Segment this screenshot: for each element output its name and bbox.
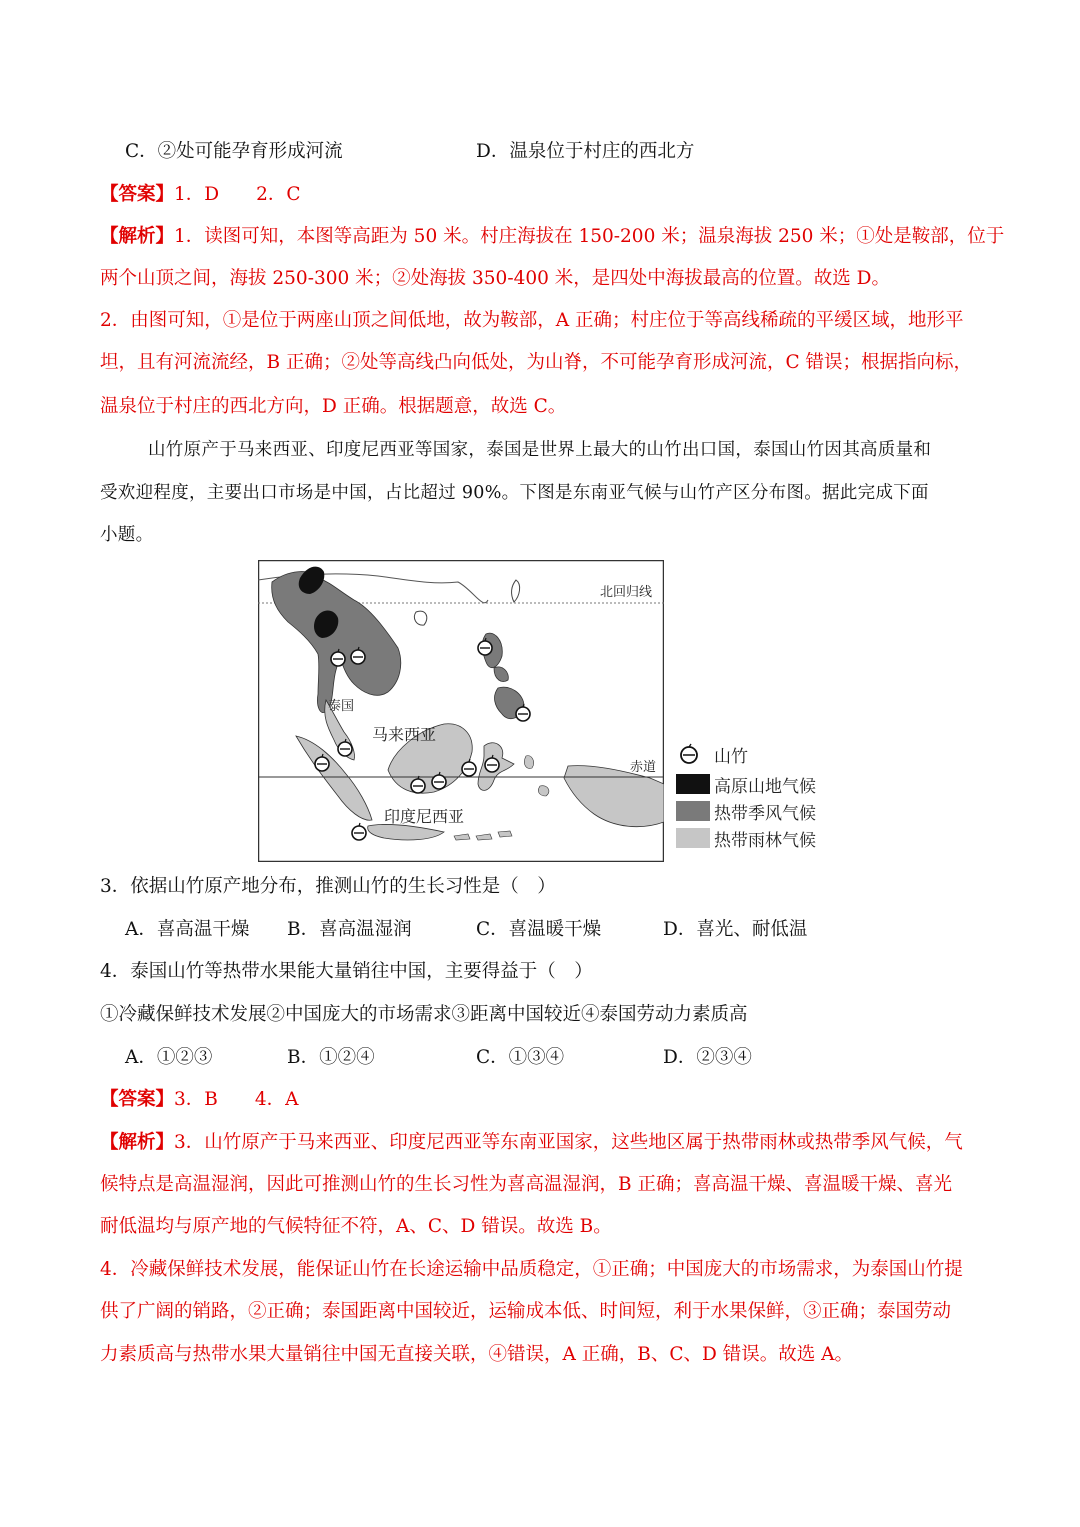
analysis-line: 4．冷藏保鲜技术发展，能保证山竹在长途运输中品质稳定，①正确；中国庞大的市场需求，为泰国山竹提	[100, 1259, 963, 1280]
material-line: 受欢迎程度，主要出口市场是中国，占比超过 90%。下图是东南亚气候与山竹产区分布图。据此完成下面	[100, 483, 929, 503]
question-4-option-d: D．②③④	[663, 1047, 752, 1068]
analysis-line: 两个山顶之间，海拔 250-300 米；②处海拔 350-400 米，是四处中海拔最高的位置。故选 D。	[100, 268, 890, 289]
thailand-label: 泰国	[328, 699, 355, 714]
question-3-stem: 3．依据山竹原产地分布，推测山竹的生长习性是（ ）	[100, 876, 556, 897]
analysis-text: 3．山竹原产于马来西亚、印度尼西亚等东南亚国家，这些地区属于热带雨林或热带季风气候，气	[174, 1132, 963, 1153]
analysis-line: 耐低温均与原产地的气候特征不符，A、C、D 错误。故选 B。	[100, 1216, 612, 1237]
question-3-option-a: A．喜高温干燥	[125, 919, 250, 940]
analysis-label: 【解析】	[100, 1132, 175, 1153]
analysis-text: 1．读图可知，本图等高距为 50 米。村庄海拔在 150-200 米；温泉海拔 250 米；①处是鞍部，位于	[174, 226, 1005, 247]
analysis-line	[100, 224, 1004, 250]
option-d: D．温泉位于村庄的西北方	[476, 141, 695, 162]
mangosteen-legend-icon	[676, 743, 710, 765]
legend-row-highland	[676, 772, 816, 796]
answer-block-1	[100, 182, 301, 208]
material-line: 山竹原产于马来西亚、印度尼西亚等国家，泰国是世界上最大的山竹出口国，泰国山竹因其高质量和	[148, 440, 932, 460]
legend-swatch-monsoon	[676, 801, 710, 821]
question-3-option-b: B．喜高温湿润	[287, 919, 412, 940]
legend-label-highland: 高原山地气候	[714, 776, 816, 797]
legend-label-monsoon: 热带季风气候	[714, 803, 816, 824]
answer-label: 【答案】	[100, 1089, 175, 1110]
analysis-line: 候特点是高温湿润，因此可推测山竹的生长习性为喜高温湿润，B 正确；喜高温干燥、喜温暖干燥、喜光	[100, 1174, 952, 1195]
malaysia-label: 马来西亚	[372, 725, 437, 744]
analysis-line: 力素质高与热带水果大量销往中国无直接关联，④错误，A 正确，B、C、D 错误。故选 A。	[100, 1344, 853, 1365]
analysis-line: 坦，且有河流流经，B 正确；②处等高线凸向低处，为山脊，不可能孕育形成河流，C 错误；根据指向标，	[100, 352, 973, 373]
legend-label-mangosteen: 山竹	[714, 746, 748, 767]
question-3-option-c: C．喜温暖干燥	[476, 919, 602, 940]
question-4-option-a: A．①②③	[125, 1047, 213, 1068]
southeast-asia-climate-map	[258, 560, 664, 862]
legend-row-rainforest	[676, 826, 816, 850]
equator-label: 赤道	[630, 760, 657, 775]
analysis-label: 【解析】	[100, 226, 175, 247]
analysis-line: 2．由图可知，①是位于两座山顶之间低地，故为鞍部，A 正确；村庄位于等高线稀疏的平缓区域，地形平	[100, 310, 964, 331]
question-4-option-b: B．①②④	[287, 1047, 375, 1068]
legend-label-rainforest: 热带雨林气候	[714, 830, 816, 851]
answer-block-2	[100, 1087, 299, 1113]
legend-row-monsoon	[676, 799, 816, 823]
indonesia-label: 印度尼西亚	[384, 807, 465, 826]
answer-text: 1．D 2．C	[174, 184, 301, 205]
analysis-line	[100, 1130, 963, 1156]
tropic-label: 北回归线	[600, 585, 653, 600]
question-4-items: ①冷藏保鲜技术发展②中国庞大的市场需求③距离中国较近④泰国劳动力素质高	[100, 1004, 748, 1025]
answer-text: 3．B 4．A	[174, 1089, 299, 1110]
analysis-line: 温泉位于村庄的西北方向，D 正确。根据题意，故选 C。	[100, 396, 567, 417]
option-c: C．②处可能孕育形成河流	[125, 141, 343, 162]
question-4-stem: 4．泰国山竹等热带水果能大量销往中国，主要得益于（ ）	[100, 961, 593, 982]
legend-row-mangosteen	[676, 742, 748, 766]
legend-swatch-rainforest	[676, 828, 710, 848]
question-4-option-c: C．①③④	[476, 1047, 565, 1068]
answer-label: 【答案】	[100, 184, 175, 205]
hainan-island	[414, 611, 426, 625]
map-legend	[676, 740, 836, 850]
analysis-line: 供了广阔的销路，②正确；泰国距离中国较近，运输成本低、时间短，利于水果保鲜，③正确；泰国劳动	[100, 1301, 952, 1322]
question-3-option-d: D．喜光、耐低温	[663, 919, 808, 940]
legend-swatch-highland	[676, 774, 710, 794]
material-line: 小题。	[100, 525, 154, 545]
